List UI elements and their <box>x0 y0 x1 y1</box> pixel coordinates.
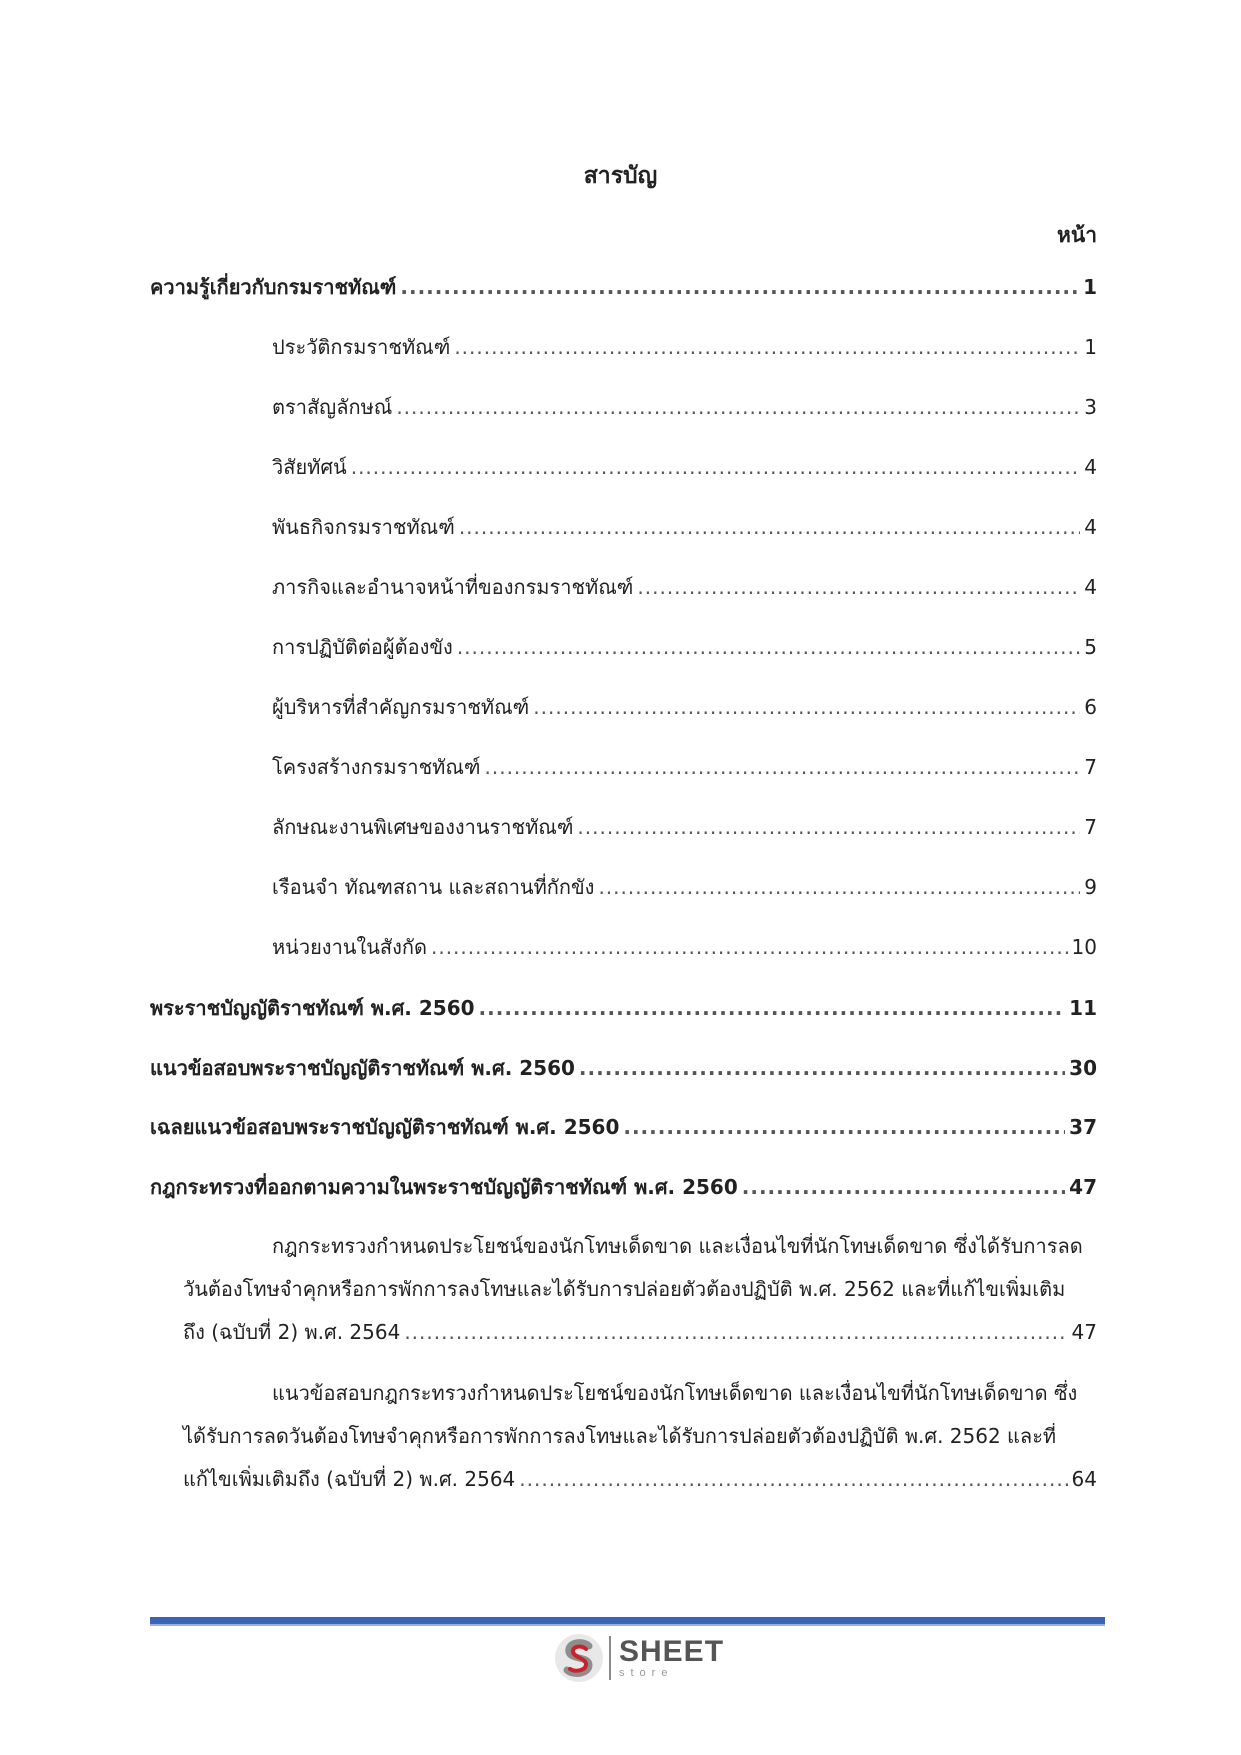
logo-subword: store <box>619 1667 674 1679</box>
dot-leader <box>485 754 1081 780</box>
toc-entry-page: 7 <box>1084 815 1097 839</box>
toc-entry-title: ตราสัญลักษณ์ <box>272 395 393 419</box>
toc-entry-title: วิสัยทัศน์ <box>272 455 347 479</box>
toc-entry-title: การปฏิบัติต่อผู้ต้องขัง <box>272 635 453 659</box>
toc-entry-page: 47 <box>1071 1320 1097 1344</box>
toc-entry-title: เฉลยแนวข้อสอบพระราชบัญญัติราชทัณฑ์ พ.ศ. 2560 <box>150 1115 620 1139</box>
toc-entry-sub[interactable] <box>272 394 1097 420</box>
toc-entry-main[interactable] <box>150 1114 1097 1140</box>
toc-entry-page: 47 <box>1069 1175 1097 1199</box>
toc-entry-title: กฎกระทรวงที่ออกตามความในพระราชบัญญัติราชทัณฑ์ พ.ศ. 2560 <box>150 1175 738 1199</box>
toc-entry-title: ภารกิจและอำนาจหน้าที่ของกรมราชทัณฑ์ <box>272 575 634 599</box>
dot-leader <box>623 1114 1065 1140</box>
dot-leader <box>637 574 1080 600</box>
toc-entry-title: โครงสร้างกรมราชทัณฑ์ <box>272 755 481 779</box>
logo-separator <box>609 1636 611 1680</box>
toc-entry-sub[interactable] <box>272 514 1097 540</box>
sheet-store-logo <box>553 1632 724 1684</box>
toc-entry-sub[interactable] <box>272 574 1097 600</box>
page-column-header: หน้า <box>1057 223 1097 247</box>
dot-leader <box>519 1466 1067 1492</box>
toc-entry-line: วันต้องโทษจำคุกหรือการพักการลงโทษและได้รับการปล่อยตัวต้องปฏิบัติ พ.ศ. 2562 และที่แก้ไขเพิ่มเติม <box>183 1277 1066 1301</box>
toc-entry-page: 1 <box>1084 335 1097 359</box>
toc-entry-page: 5 <box>1084 635 1097 659</box>
toc-entry-title: ผู้บริหารที่สำคัญกรมราชทัณฑ์ <box>272 695 530 719</box>
toc-entry-sub[interactable] <box>272 874 1097 900</box>
toc-entry-multiline[interactable] <box>150 1380 1097 1492</box>
toc-entry-line: แนวข้อสอบกฎกระทรวงกำหนดประโยชน์ของนักโทษเด็ดขาด และเงื่อนไขที่นักโทษเด็ดขาด ซึ่ง <box>272 1381 1078 1405</box>
dot-leader <box>351 454 1081 480</box>
dot-leader <box>400 274 1079 300</box>
toc-entry-line: ได้รับการลดวันต้องโทษจำคุกหรือการพักการลงโทษและได้รับการปล่อยตัวต้องปฏิบัติ พ.ศ. 2562 และที่ <box>183 1424 1057 1448</box>
toc-entry-page: 3 <box>1084 395 1097 419</box>
toc-entry-sub[interactable] <box>272 334 1097 360</box>
toc-entry-page: 4 <box>1084 515 1097 539</box>
logo-word: SHEET <box>619 1635 725 1668</box>
dot-leader <box>579 1055 1065 1081</box>
toc-entry-title: แนวข้อสอบพระราชบัญญัติราชทัณฑ์ พ.ศ. 2560 <box>150 1056 575 1080</box>
toc-entry-sub[interactable] <box>272 634 1097 660</box>
dot-leader <box>598 874 1080 900</box>
dot-leader <box>479 995 1066 1021</box>
toc-entry-title: ความรู้เกี่ยวกับกรมราชทัณฑ์ <box>150 275 397 299</box>
toc-entry-page: 10 <box>1071 935 1097 959</box>
toc-entry-main[interactable] <box>150 1055 1097 1081</box>
dot-leader <box>533 694 1080 720</box>
footer-bar <box>150 1617 1105 1626</box>
toc-entry-page: 6 <box>1084 695 1097 719</box>
toc-entry-last-line <box>150 1466 1097 1492</box>
logo-text <box>619 1637 724 1679</box>
toc-entry-page: 30 <box>1069 1056 1097 1080</box>
dot-leader <box>431 934 1068 960</box>
toc-entry-sub[interactable] <box>272 934 1097 960</box>
dot-leader <box>577 814 1080 840</box>
toc-entry-page: 4 <box>1084 575 1097 599</box>
toc-entry-main[interactable] <box>150 995 1097 1021</box>
dot-leader <box>457 634 1080 660</box>
toc-entry-line: แก้ไขเพิ่มเติมถึง (ฉบับที่ 2) พ.ศ. 2564 <box>183 1467 516 1491</box>
toc-entry-title: พันธกิจกรมราชทัณฑ์ <box>272 515 455 539</box>
toc-entry-sub[interactable] <box>272 454 1097 480</box>
dot-leader <box>396 394 1080 420</box>
toc-entry-sub[interactable] <box>272 754 1097 780</box>
toc-entry-page: 37 <box>1069 1115 1097 1139</box>
toc-entry-line: กฎกระทรวงกำหนดประโยชน์ของนักโทษเด็ดขาด และเงื่อนไขที่นักโทษเด็ดขาด ซึ่งได้รับการลด <box>272 1234 1083 1258</box>
toc-entry-main[interactable] <box>150 1174 1097 1200</box>
dot-leader <box>454 334 1080 360</box>
toc-entry-page: 9 <box>1084 875 1097 899</box>
dot-leader <box>404 1319 1067 1345</box>
toc-entry-sub[interactable] <box>272 814 1097 840</box>
toc-title: สารบัญ <box>583 163 658 189</box>
toc-entry-last-line <box>150 1319 1097 1345</box>
toc-entry-main[interactable] <box>150 274 1097 300</box>
dot-leader <box>742 1174 1065 1200</box>
toc-entry-title: ลักษณะงานพิเศษของงานราชทัณฑ์ <box>272 815 574 839</box>
dot-leader <box>459 514 1080 540</box>
toc-entry-title: ประวัติกรมราชทัณฑ์ <box>272 335 451 359</box>
toc-entry-title: พระราชบัญญัติราชทัณฑ์ พ.ศ. 2560 <box>150 996 475 1020</box>
toc-entry-title: หน่วยงานในสังกัด <box>272 935 427 959</box>
toc-entry-title: เรือนจำ ทัณฑสถาน และสถานที่กักขัง <box>272 875 595 899</box>
toc-entry-page: 7 <box>1084 755 1097 779</box>
toc-entry-page: 64 <box>1071 1467 1097 1491</box>
toc-entry-page: 1 <box>1083 275 1097 299</box>
toc-entry-page: 4 <box>1084 455 1097 479</box>
toc-entry-sub[interactable] <box>272 694 1097 720</box>
sheet-store-logo-icon <box>553 1632 605 1684</box>
toc-entry-page: 11 <box>1069 996 1097 1020</box>
toc-entry-multiline[interactable] <box>150 1233 1097 1345</box>
toc-entry-line: ถึง (ฉบับที่ 2) พ.ศ. 2564 <box>183 1320 401 1344</box>
